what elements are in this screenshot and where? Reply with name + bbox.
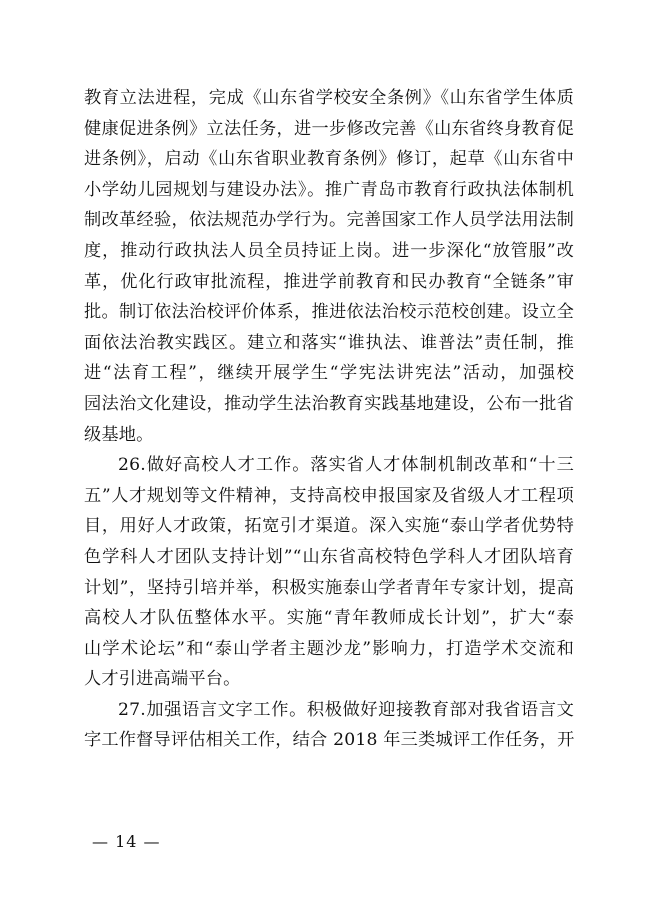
text-line: 字工作督导评估相关工作，结合 2018 年三类城评工作任务，开 <box>84 730 575 751</box>
text-line: 健康促进条例》立法任务，进一步修改完善《山东省终身教育促 <box>84 118 574 139</box>
section-heading-line: 27.加强语言文字工作。积极做好迎接教育部对我省语言文 <box>118 699 574 720</box>
text-line: 色学科人才团队支持计划”“山东省高校特色学科人才团队培育 <box>84 546 574 567</box>
text-line: 级基地。 <box>84 424 154 445</box>
text-line: 小学幼儿园规划与建设办法》。推广青岛市教育行政执法体制机 <box>84 179 574 200</box>
text-line: 批。制订依法治校评价体系，推进依法治校示范校创建。设立全 <box>84 302 574 323</box>
text-line: 山学术论坛”和“泰山学者主题沙龙”影响力，打造学术交流和 <box>84 638 574 659</box>
text-line: 园法治文化建设，推动学生法治教育实践基地建设，公布一批省 <box>84 393 574 414</box>
text-line: 革，优化行政审批流程，推进学前教育和民办教育“全链条”审 <box>84 271 574 292</box>
text-line: 计划”，坚持引培并举，积极实施泰山学者青年专家计划，提高 <box>84 577 574 598</box>
text-line: 制改革经验，依法规范办学行为。完善国家工作人员学法用法制 <box>84 210 574 231</box>
text-line: 教育立法进程，完成《山东省学校安全条例》《山东省学生体质 <box>84 88 574 108</box>
page-number: — 14 — <box>92 832 161 851</box>
text-line: 度，推动行政执法人员全员持证上岗。进一步深化“放管服”改 <box>84 240 574 261</box>
text-line: 目，用好人才政策，拓宽引才渠道。深入实施“泰山学者优势特 <box>84 516 574 537</box>
text-line: 进“法育工程”，继续开展学生“学宪法讲宪法”活动，加强校 <box>84 363 574 384</box>
text-line: 进条例》，启动《山东省职业教育条例》修订，起草《山东省中 <box>84 149 574 170</box>
text-line: 面依法治教实践区。建立和落实“谁执法、谁普法”责任制，推 <box>84 332 574 353</box>
section-heading-line: 26.做好高校人才工作。落实省人才体制机制改革和“十三 <box>118 455 574 476</box>
text-line: 五”人才规划等文件精神，支持高校申报国家及省级人才工程项 <box>84 485 574 506</box>
text-line: 人才引进高端平台。 <box>84 669 241 690</box>
body-text <box>84 83 574 756</box>
text-line: 高校人才队伍整体水平。实施“青年教师成长计划”，扩大“泰 <box>84 608 574 629</box>
